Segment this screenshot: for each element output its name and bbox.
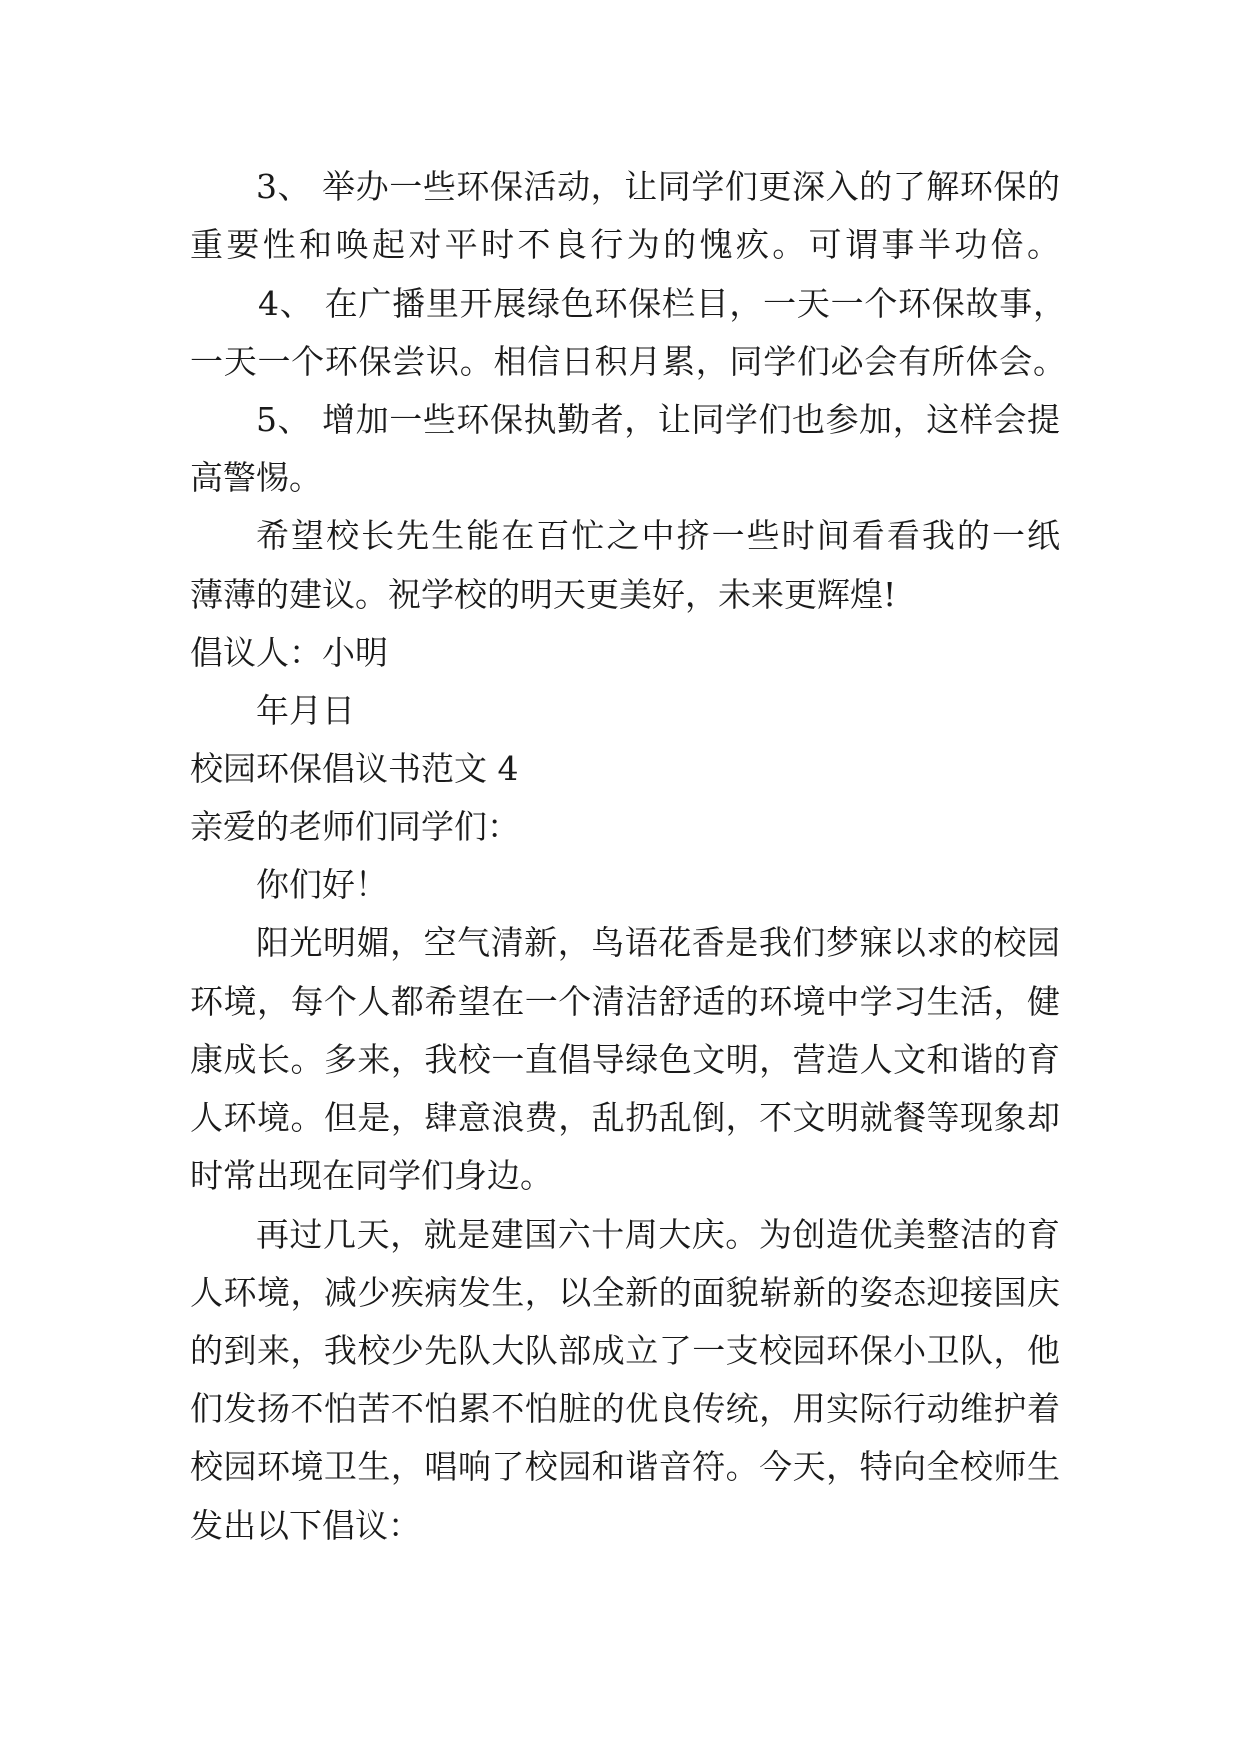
paragraph-1-line-4: 人环境。但是，肆意浪费，乱扔乱倒，不文明就餐等现象却: [190, 1098, 1060, 1137]
text-line-item5: 5、 增加一些环保执勤者，让同学们也参加，这样会提: [256, 400, 1060, 439]
text-line-hope: 希望校长先生能在百忙之中挤一些时间看看我的一纸: [256, 516, 1060, 555]
text-line-item3-cont: 重要性和唤起对平时不良行为的愧疚。可谓事半功倍。: [190, 225, 1060, 264]
section-title: 校园环保倡议书范文 4: [190, 749, 519, 788]
date-line: 年月日: [256, 691, 355, 730]
paragraph-2-line-6: 发出以下倡议：: [190, 1506, 421, 1545]
paragraph-2-line-3: 的到来，我校少先队大队部成立了一支校园环保小卫队，他: [190, 1331, 1060, 1370]
text-line-item5-cont: 高警惕。: [190, 458, 322, 497]
paragraph-1-line-2: 环境，每个人都希望在一个清洁舒适的环境中学习生活，健: [190, 982, 1060, 1021]
text-line-hope-cont: 薄薄的建议。祝学校的明天更美好，未来更辉煌!: [190, 575, 897, 614]
paragraph-1-line-3: 康成长。多来，我校一直倡导绿色文明，营造人文和谐的育: [190, 1040, 1060, 1079]
paragraph-2-line-4: 们发扬不怕苦不怕累不怕脏的优良传统，用实际行动维护着: [190, 1389, 1060, 1428]
paragraph-2-line-1: 再过几天，就是建国六十周大庆。为创造优美整洁的育: [256, 1215, 1060, 1254]
paragraph-1-line-1: 阳光明媚，空气清新，鸟语花香是我们梦寐以求的校园: [256, 923, 1060, 962]
text-line-item4: 4、 在广播里开展绿色环保栏目，一天一个环保故事，: [258, 284, 1066, 323]
salutation: 亲爱的老师们同学们：: [190, 807, 520, 846]
text-line-item3: 3、 举办一些环保活动，让同学们更深入的了解环保的: [256, 167, 1060, 206]
paragraph-2-line-5: 校园环境卫生，唱响了校园和谐音符。今天，特向全校师生: [190, 1447, 1060, 1486]
paragraph-1-line-5: 时常出现在同学们身边。: [190, 1156, 553, 1195]
greeting: 你们好！: [256, 865, 388, 904]
text-line-item4-cont: 一天一个环保尝识。相信日积月累，同学们必会有所体会。: [190, 342, 1066, 381]
paragraph-2-line-2: 人环境，减少疾病发生，以全新的面貌崭新的姿态迎接国庆: [190, 1273, 1060, 1312]
proposer-line: 倡议人：小明: [190, 633, 388, 672]
